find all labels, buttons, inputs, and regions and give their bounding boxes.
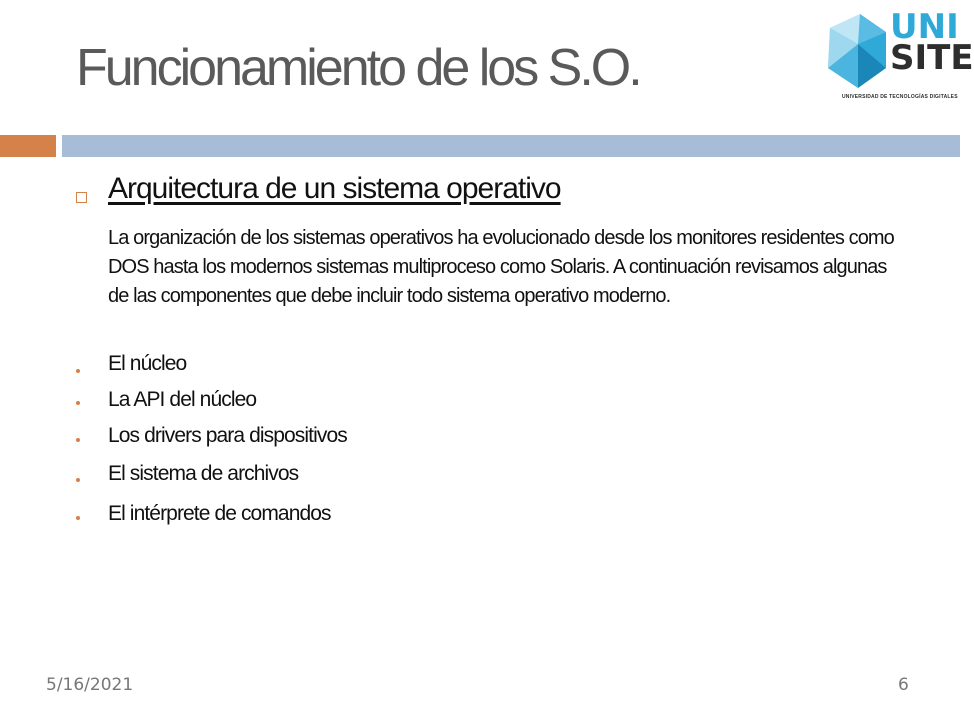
logo-line-site: SITE <box>890 38 974 79</box>
intro-paragraph: La organización de los sistemas operativos ha evolucionado desde los monitores residentes como DOS hasta los modernos sistemas multiproceso como Solaris. A continuación revisamos algunas de las componentes que debe incluir todo sistema operativo moderno. <box>108 227 894 307</box>
accent-bar-blue <box>62 135 960 157</box>
bullet-dot-icon <box>76 401 80 405</box>
list-item: El sistema de archivos <box>108 462 299 485</box>
bullet-dot-icon <box>76 369 80 373</box>
accent-bar-orange <box>0 135 56 157</box>
polyhedron-logo-icon <box>820 10 892 98</box>
footer-date: 5/16/2021 <box>46 675 134 695</box>
bullet-dot-icon <box>76 516 80 520</box>
logo-wordmark <box>890 7 974 79</box>
list-item: Los drivers para dispositivos <box>108 424 347 447</box>
square-bullet-icon <box>76 192 87 203</box>
logo-line-uni: UNI <box>890 7 959 47</box>
slide-title: Funcionamiento de los S.O. <box>76 39 640 97</box>
unisite-logo <box>820 6 974 106</box>
page-number: 6 <box>898 675 909 695</box>
list-item: La API del núcleo <box>108 388 257 411</box>
list-item: El intérprete de comandos <box>108 502 331 525</box>
list-item: El núcleo <box>108 352 187 375</box>
section-heading: Arquitectura de un sistema operativo <box>108 172 561 205</box>
logo-tagline: UNIVERSIDAD DE TECNOLOGÍAS DIGITALES <box>842 94 958 100</box>
bullet-dot-icon <box>76 478 80 482</box>
bullet-dot-icon <box>76 438 80 442</box>
